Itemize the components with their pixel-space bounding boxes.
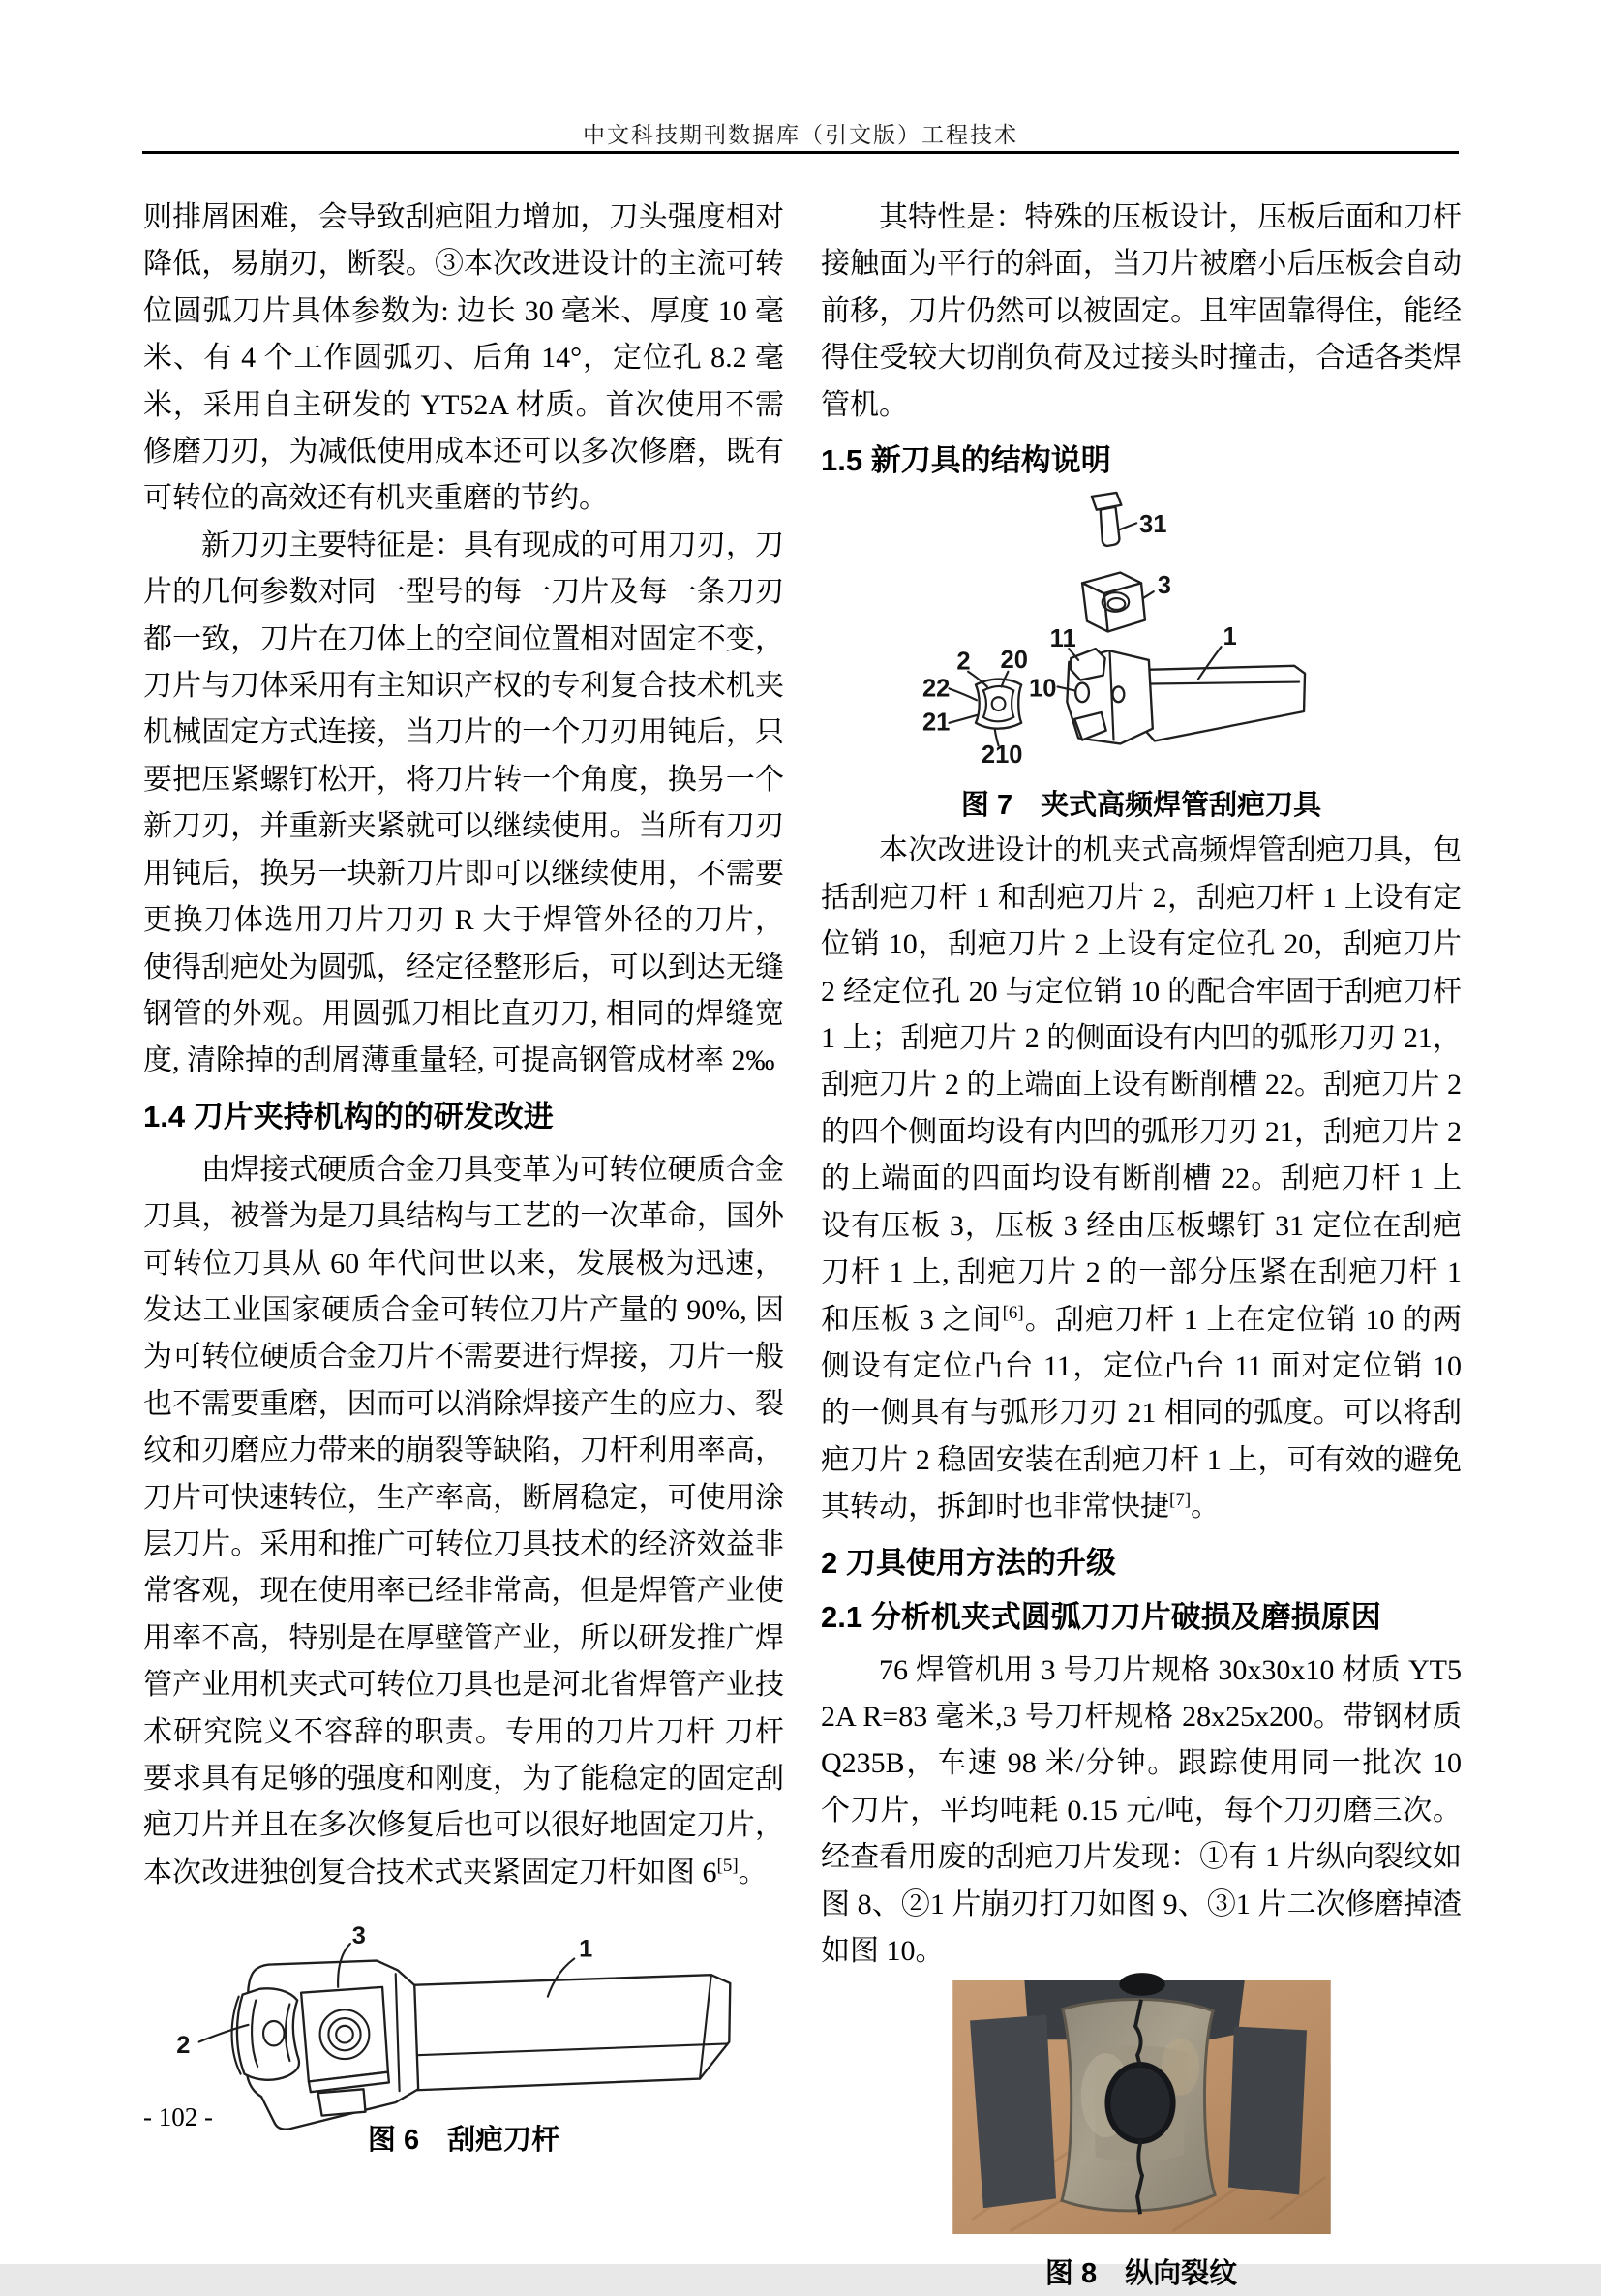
fig7-leader-3	[1143, 591, 1154, 598]
paragraph-clamp-development	[143, 1147, 784, 1897]
fig6-label-1: 1	[579, 1935, 593, 1963]
fig8-right-block	[1227, 2027, 1306, 2195]
fig7-bar-shape	[1147, 666, 1305, 741]
fig6-tab-shape	[318, 2090, 366, 2116]
heading-2-1: 2.1 分析机夹式圆弧刀刀片破损及磨损原因	[821, 1599, 1381, 1634]
citation-ref-6: [6]	[1002, 1302, 1024, 1323]
fig6-clamp-shape	[237, 1989, 299, 2080]
fig8-insert-hole	[1107, 2065, 1172, 2141]
heading-1-4: 1.4 刀片夹持机构的的研发改进	[143, 1099, 554, 1133]
fig7-label-3: 3	[1157, 572, 1171, 600]
left-column	[143, 195, 784, 2162]
paragraph-continued: 则排屑困难，会导致刮疤阻力增加，刀头强度相对降低，易崩刃，断裂。③本次改进设计的主流可转位圆弧刀片具体参数为: 边长 30 毫米、厚度 10 毫米、有 4 个工作圆弧刃、后角 14°，定位孔 8.2 毫米，采用自主研发的 YT52A 材质。首次使用不需修磨刀刃，为减低使用成本还可以多次修磨，既有可转位的高效还有机夹重磨的节约。	[143, 201, 784, 515]
page-number: - 102 -	[143, 2102, 213, 2131]
figure-7	[821, 491, 1462, 828]
figure-8	[821, 1980, 1462, 2295]
citation-ref-5: [5]	[716, 1855, 739, 1876]
fig7-head-hole	[1113, 686, 1125, 702]
heading-2: 2 刀具使用方法的升级	[821, 1545, 1116, 1580]
fig8-left-block	[970, 2015, 1056, 2209]
fig7-label-11: 11	[1049, 625, 1076, 653]
fig7-label-1: 1	[1223, 623, 1237, 651]
fig7-label-21: 21	[921, 709, 951, 737]
fig6-drawing-toolholder	[144, 1902, 783, 2100]
figure-6	[143, 1902, 784, 2161]
fig7-pin-shape	[1075, 683, 1089, 703]
fig7-screw-cap-shape	[1092, 493, 1121, 510]
figure-6-caption: 图 6 刮疤刀杆	[367, 2124, 560, 2156]
right-column	[821, 195, 1462, 2296]
fig6-insert-shape	[301, 1987, 388, 2082]
fig8-top-block-hole	[1119, 1973, 1164, 1996]
fig7-label-2: 2	[956, 648, 971, 676]
fig7-screw-shaft-shape	[1101, 507, 1120, 546]
fig6-label-2: 2	[176, 2032, 191, 2060]
fig7-label-10: 10	[1029, 675, 1057, 703]
fig6-label-3: 3	[351, 1922, 366, 1950]
fig7-label-22: 22	[921, 675, 951, 703]
fig7-leader-31	[1119, 523, 1136, 529]
fig7-boss-shape	[1071, 649, 1104, 680]
paragraph-new-blade-features: 新刀刃主要特征是：具有现成的可用刀刃，刀片的几何参数对同一型号的每一刀片及每一条刀刃都一致，刀片在刀体上的空间位置相对固定不变，刀片与刀体采用有主知识产权的专利复合技术机夹机械固定方式连接，当刀片的一个刀刃用钝后，只要把压紧螺钉松开，将刀片转一个角度，换另一个新刀刃，并重新夹紧就可以继续使用。当所有刀刃用钝后，换另一块新刀片即可以继续使用，不需要更换刀体选用刀片刀刃 R 大于焊管外径的刀片，使得刮疤处为圆弧，经定径整形后，可以到达无缝钢管的外观。用圆弧刀相比直刃刀, 相同的焊缝宽度, 清除掉的刮屑薄重量轻, 可提高钢管成材率 2‰	[143, 529, 784, 1077]
fig8-photo-cracked-insert	[951, 1980, 1333, 2234]
fig6-bar-shape	[408, 1975, 730, 2090]
paragraph-text: 本次改进设计的机夹式高频焊管刮疤刀具，包括刮疤刀杆 1 和刮疤刀片 2，刮疤刀杆 1 上设有定位销 10，刮疤刀片 2 上设有定位孔 20，刮疤刀片 2 经定位孔 20 与定位销 10 的配合牢固于刮疤刀杆 1 上；刮疤刀片 2 的侧面设有内凹的弧形刀刃 21，刮疤刀片 2 的上端面上设有断削槽 22。刮疤刀片 2 的四个侧面均设有内凹的弧形刀刃 21，刮疤刀片 2 的上端面的四面均设有断削槽 22。刮疤刀杆 1 上设有压板 3，压板 3 经由压板螺钉 31 定位在刮疤刀杆 1 上, 刮疤刀片 2 的一部分压紧在刮疤刀杆 1 和压板 3 之间	[821, 834, 1462, 1336]
fig7-label-31: 31	[1139, 511, 1167, 539]
fig7-label-20: 20	[1000, 646, 1028, 674]
figure-8-caption: 图 8 纵向裂纹	[1044, 2257, 1238, 2289]
paragraph-text: 。	[1191, 1491, 1221, 1524]
journal-header: 中文科技期刊数据库（引文版）工程技术	[583, 123, 1018, 147]
citation-ref-7: [7]	[1169, 1490, 1192, 1511]
paragraph-text: 由焊接式硬质合金刀具变革为可转位硬质合金刀具，被誉为是刀具结构与工艺的一次革命，国外可转位刀具从 60 年代问世以来，发展极为迅速，发达工业国家硬质合金可转位刀片产量的 90%, 因为可转位硬质合金刀片不需要进行焊接，刀片一般也不需要重磨，因而可以消除焊接产生的应力、裂纹和刃磨应力带来的崩裂等缺陷，刀杆利用率高，刀片可快速转位，生产率高，断屑稳定，可使用涂层刀片。采用和推广可转位刀具技术的经济效益非常客观，现在使用率已经非常高，但是焊管产业使用率不高，特别是在厚壁管产业，所以研发推广焊管产业用机夹式可转位刀具也是河北省焊管产业技术研究院义不容辞的职责。专用的刀片刀杆 刀杆要求具有足够的强度和刚度，为了能稳定的固定刮疤刀片并且在多次修复后也可以很好地固定刀片，本次改进独创复合技术式夹紧固定刀杆如图 6	[143, 1153, 784, 1888]
fig7-label-210: 210	[981, 741, 1023, 770]
paragraph-text: 。刮疤刀杆 1 上在定位销 10 的两侧设有定位凸台 11，定位凸台 11 面对定位销 10 的一侧具有与弧形刀刃 21 相同的弧度。可以将刮疤刀片 2 稳固安装在刮疤刀杆 1 上，可有效的避免其转动，拆卸时也非常快捷	[821, 1303, 1463, 1524]
paragraph-wear-analysis: 76 焊管机用 3 号刀片规格 30x30x10 材质 YT52A R=83 毫米,3 号刀杆规格 28x25x200。带钢材质 Q235B，车速 98 米/分钟。跟踪使用同一批次 10 个刀片，平均吨耗 0.15 元/吨，每个刀刃磨三次。经查看用废的刮疤刀片发现：①有 1 片纵向裂纹如图 8、②1 片崩刃打刀如图 9、③1 片二次修磨掉渣如图 10。	[821, 1653, 1462, 1967]
fig7-leader-22	[949, 688, 977, 700]
header-rule	[142, 151, 1459, 154]
paragraph-clamp-plate-features: 其特性是：特殊的压板设计，压板后面和刀杆接触面为平行的斜面，当刀片被磨小后压板会自动前移，刀片仍然可以被固定。且牢固靠得住，能经得住受较大切削负荷及过接头时撞击，合适各类焊管机。	[821, 201, 1462, 421]
paragraph-new-tool-structure	[821, 828, 1462, 1530]
paragraph-text: 。	[738, 1856, 768, 1888]
figure-7-caption: 图 7 夹式高频焊管刮疤刀具	[960, 790, 1322, 822]
heading-1-5: 1.5 新刀具的结构说明	[821, 443, 1111, 478]
fig7-drawing-exploded-tool	[831, 491, 1451, 770]
fig7-leader-21	[949, 715, 977, 723]
